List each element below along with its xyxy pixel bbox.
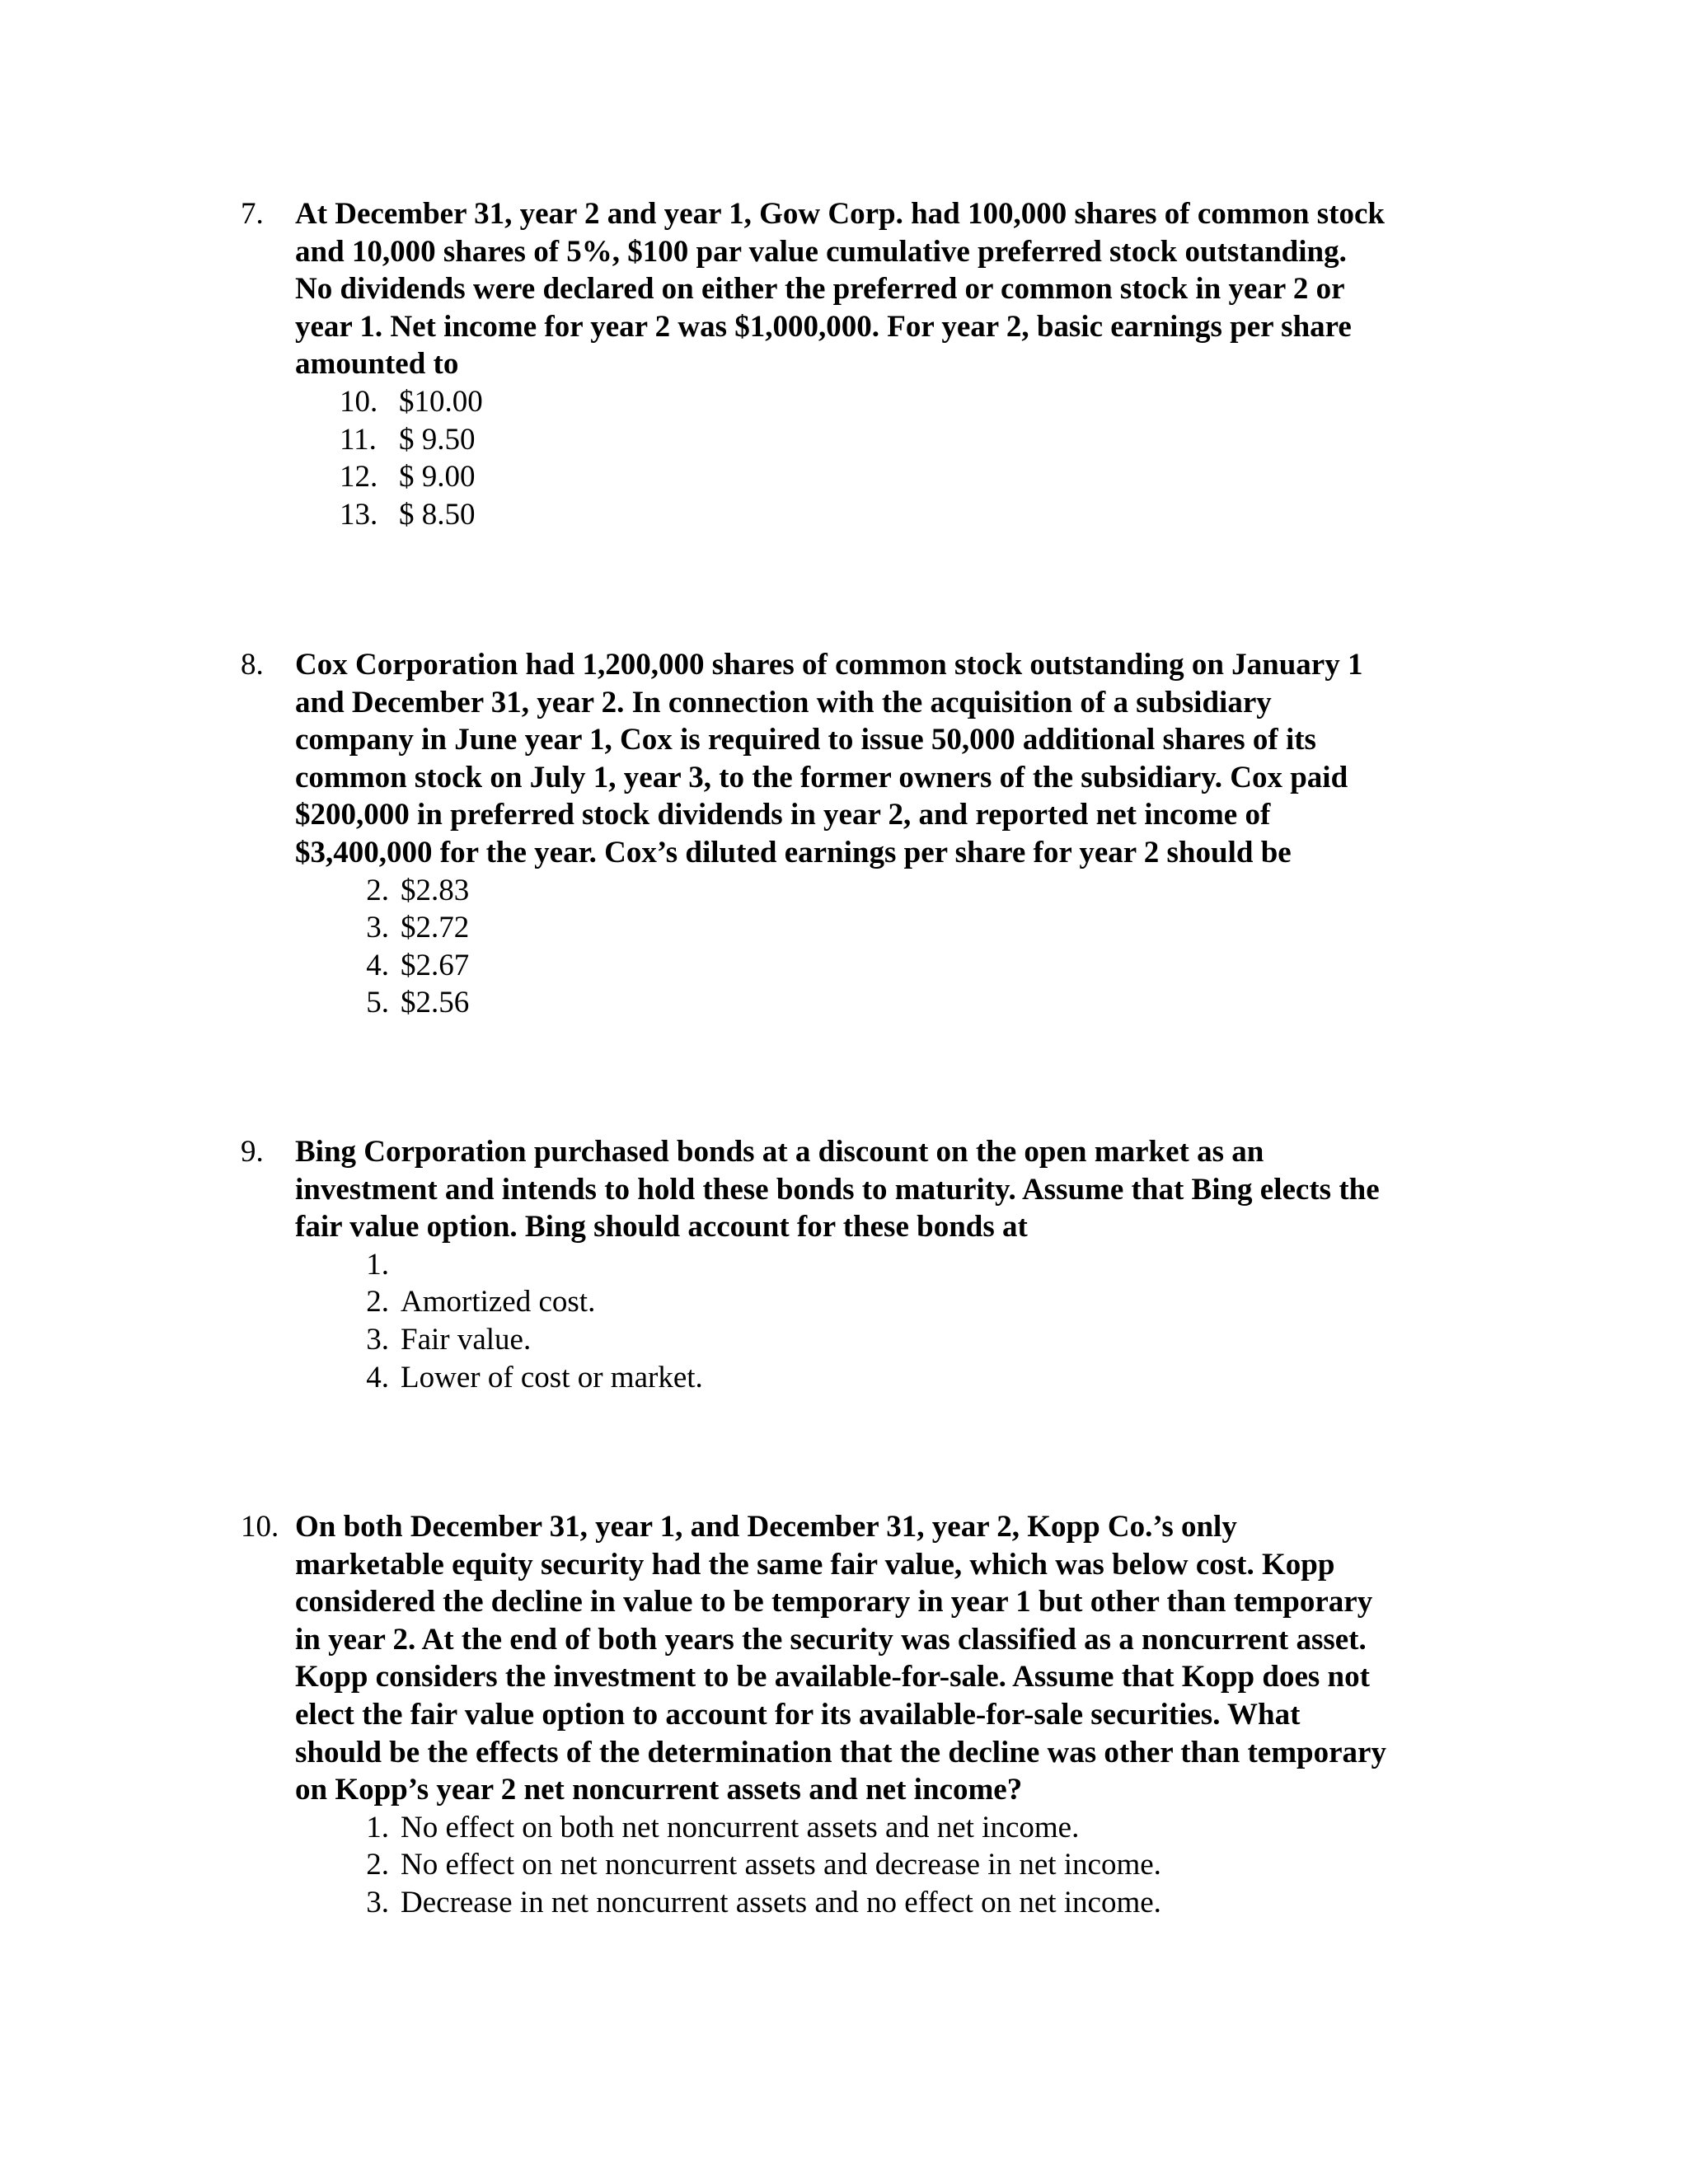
choice-text: $2.56 (401, 986, 470, 1020)
choice-text (401, 1246, 1477, 1284)
choice-number: 4. (366, 948, 389, 982)
answer-choice (340, 496, 1477, 534)
question-line: At December 31, year 2 and year 1, Gow Corp. had 100,000 shares of common stock (295, 197, 1385, 231)
answer-choice (340, 1809, 1477, 1847)
question-line: Kopp considers the investment to be available-for-sale. Assume that Kopp does not (295, 1660, 1370, 1694)
choice-text: Lower of cost or market. (401, 1360, 703, 1394)
answer-choice (340, 383, 1477, 421)
question-line: and December 31, year 2. In connection with the acquisition of a subsidiary (295, 685, 1272, 719)
choice-text: $ 9.50 (399, 422, 476, 457)
question-line: year 1. Net income for year 2 was $1,000,000. For year 2, basic earnings per share (295, 309, 1352, 344)
question-line: on Kopp’s year 2 net noncurrent assets and net income? (295, 1773, 1023, 1807)
question-line: elect the fair value option to account for its available-for-sale securities. What (295, 1697, 1301, 1732)
choice-number: 3. (366, 1322, 389, 1357)
question-8 (241, 646, 1477, 1022)
choice-number: 2. (366, 1848, 389, 1882)
choice-number: 3. (366, 911, 389, 945)
question-stem (241, 646, 1477, 872)
question-line: common stock on July 1, year 3, to the former owners of the subsidiary. Cox paid (295, 760, 1348, 794)
answer-choice (340, 984, 1477, 1022)
question-7 (241, 195, 1477, 533)
choice-number: 13. (340, 497, 378, 532)
choice-number: 5. (366, 986, 389, 1020)
question-line: Cox Corporation had 1,200,000 shares of common stock outstanding on January 1 (295, 648, 1363, 682)
answer-choice (340, 1321, 1477, 1359)
question-line: should be the effects of the determination that the decline was other than temporary (295, 1735, 1386, 1769)
question-text (295, 1133, 1477, 1246)
answer-choice (340, 909, 1477, 947)
choice-number: 2. (366, 1285, 389, 1319)
question-text (295, 1508, 1477, 1809)
question-line: On both December 31, year 1, and December 31, year 2, Kopp Co.’s only (295, 1510, 1237, 1544)
question-number: 8. (241, 648, 264, 682)
answer-choice (340, 947, 1477, 985)
question-line: Bing Corporation purchased bonds at a discount on the open market as an (295, 1135, 1264, 1169)
answer-choice (340, 1246, 1477, 1284)
question-number: 10. (241, 1510, 279, 1544)
question-number: 7. (241, 197, 264, 231)
answer-choice (340, 872, 1477, 910)
answer-choices (241, 383, 1477, 533)
question-stem (241, 1133, 1477, 1246)
choice-text: $ 8.50 (399, 497, 476, 532)
question-line: company in June year 1, Cox is required to issue 50,000 additional shares of its (295, 723, 1316, 757)
choice-number: 4. (366, 1360, 389, 1394)
question-line: investment and intends to hold these bonds to maturity. Assume that Bing elects the (295, 1172, 1380, 1207)
question-line: in year 2. At the end of both years the security was classified as a noncurrent asset. (295, 1622, 1367, 1657)
choice-text: $2.83 (401, 873, 470, 907)
answer-choice (340, 1359, 1477, 1397)
question-line: fair value option. Bing should account for these bonds at (295, 1210, 1028, 1244)
choice-text: $2.72 (401, 911, 470, 945)
answer-choices (241, 872, 1477, 1022)
question-line: amounted to (295, 347, 459, 382)
question-number: 9. (241, 1135, 264, 1169)
question-line: $200,000 in preferred stock dividends in year 2, and reported net income of (295, 798, 1271, 832)
choice-text: Amortized cost. (401, 1285, 596, 1319)
answer-choice (340, 458, 1477, 496)
question-line: and 10,000 shares of 5%, $100 par value cumulative preferred stock outstanding. (295, 234, 1347, 269)
choice-number: 10. (340, 384, 378, 419)
question-text (295, 195, 1477, 383)
question-line: $3,400,000 for the year. Cox’s diluted earnings per share for year 2 should be (295, 835, 1292, 869)
choice-text: $10.00 (399, 384, 483, 419)
choice-text: No effect on net noncurrent assets and decrease in net income. (401, 1848, 1161, 1882)
choice-number: 11. (340, 422, 377, 457)
answer-choice (340, 1283, 1477, 1321)
question-10 (241, 1508, 1477, 1922)
answer-choice (340, 1846, 1477, 1884)
choice-text: Fair value. (401, 1322, 532, 1357)
choice-number: 3. (366, 1885, 389, 1919)
question-stem (241, 1508, 1477, 1809)
choice-text: $ 9.00 (399, 460, 476, 494)
question-text (295, 646, 1477, 872)
choice-number: 1. (366, 1810, 389, 1844)
choice-number: 1. (366, 1247, 389, 1282)
question-line: No dividends were declared on either the preferred or common stock in year 2 or (295, 272, 1345, 307)
question-line: marketable equity security had the same fair value, which was below cost. Kopp (295, 1547, 1335, 1582)
question-stem (241, 195, 1477, 383)
answer-choices (241, 1246, 1477, 1396)
choice-text: No effect on both net noncurrent assets and net income. (401, 1810, 1080, 1844)
choice-text: Decrease in net noncurrent assets and no effect on net income. (401, 1885, 1161, 1919)
choice-number: 2. (366, 873, 389, 907)
question-9 (241, 1133, 1477, 1396)
answer-choice (340, 1884, 1477, 1922)
question-line: considered the decline in value to be temporary in year 1 but other than temporary (295, 1585, 1373, 1619)
answer-choice (340, 421, 1477, 459)
answer-choices (241, 1809, 1477, 1922)
choice-text: $2.67 (401, 948, 470, 982)
choice-number: 12. (340, 460, 378, 494)
